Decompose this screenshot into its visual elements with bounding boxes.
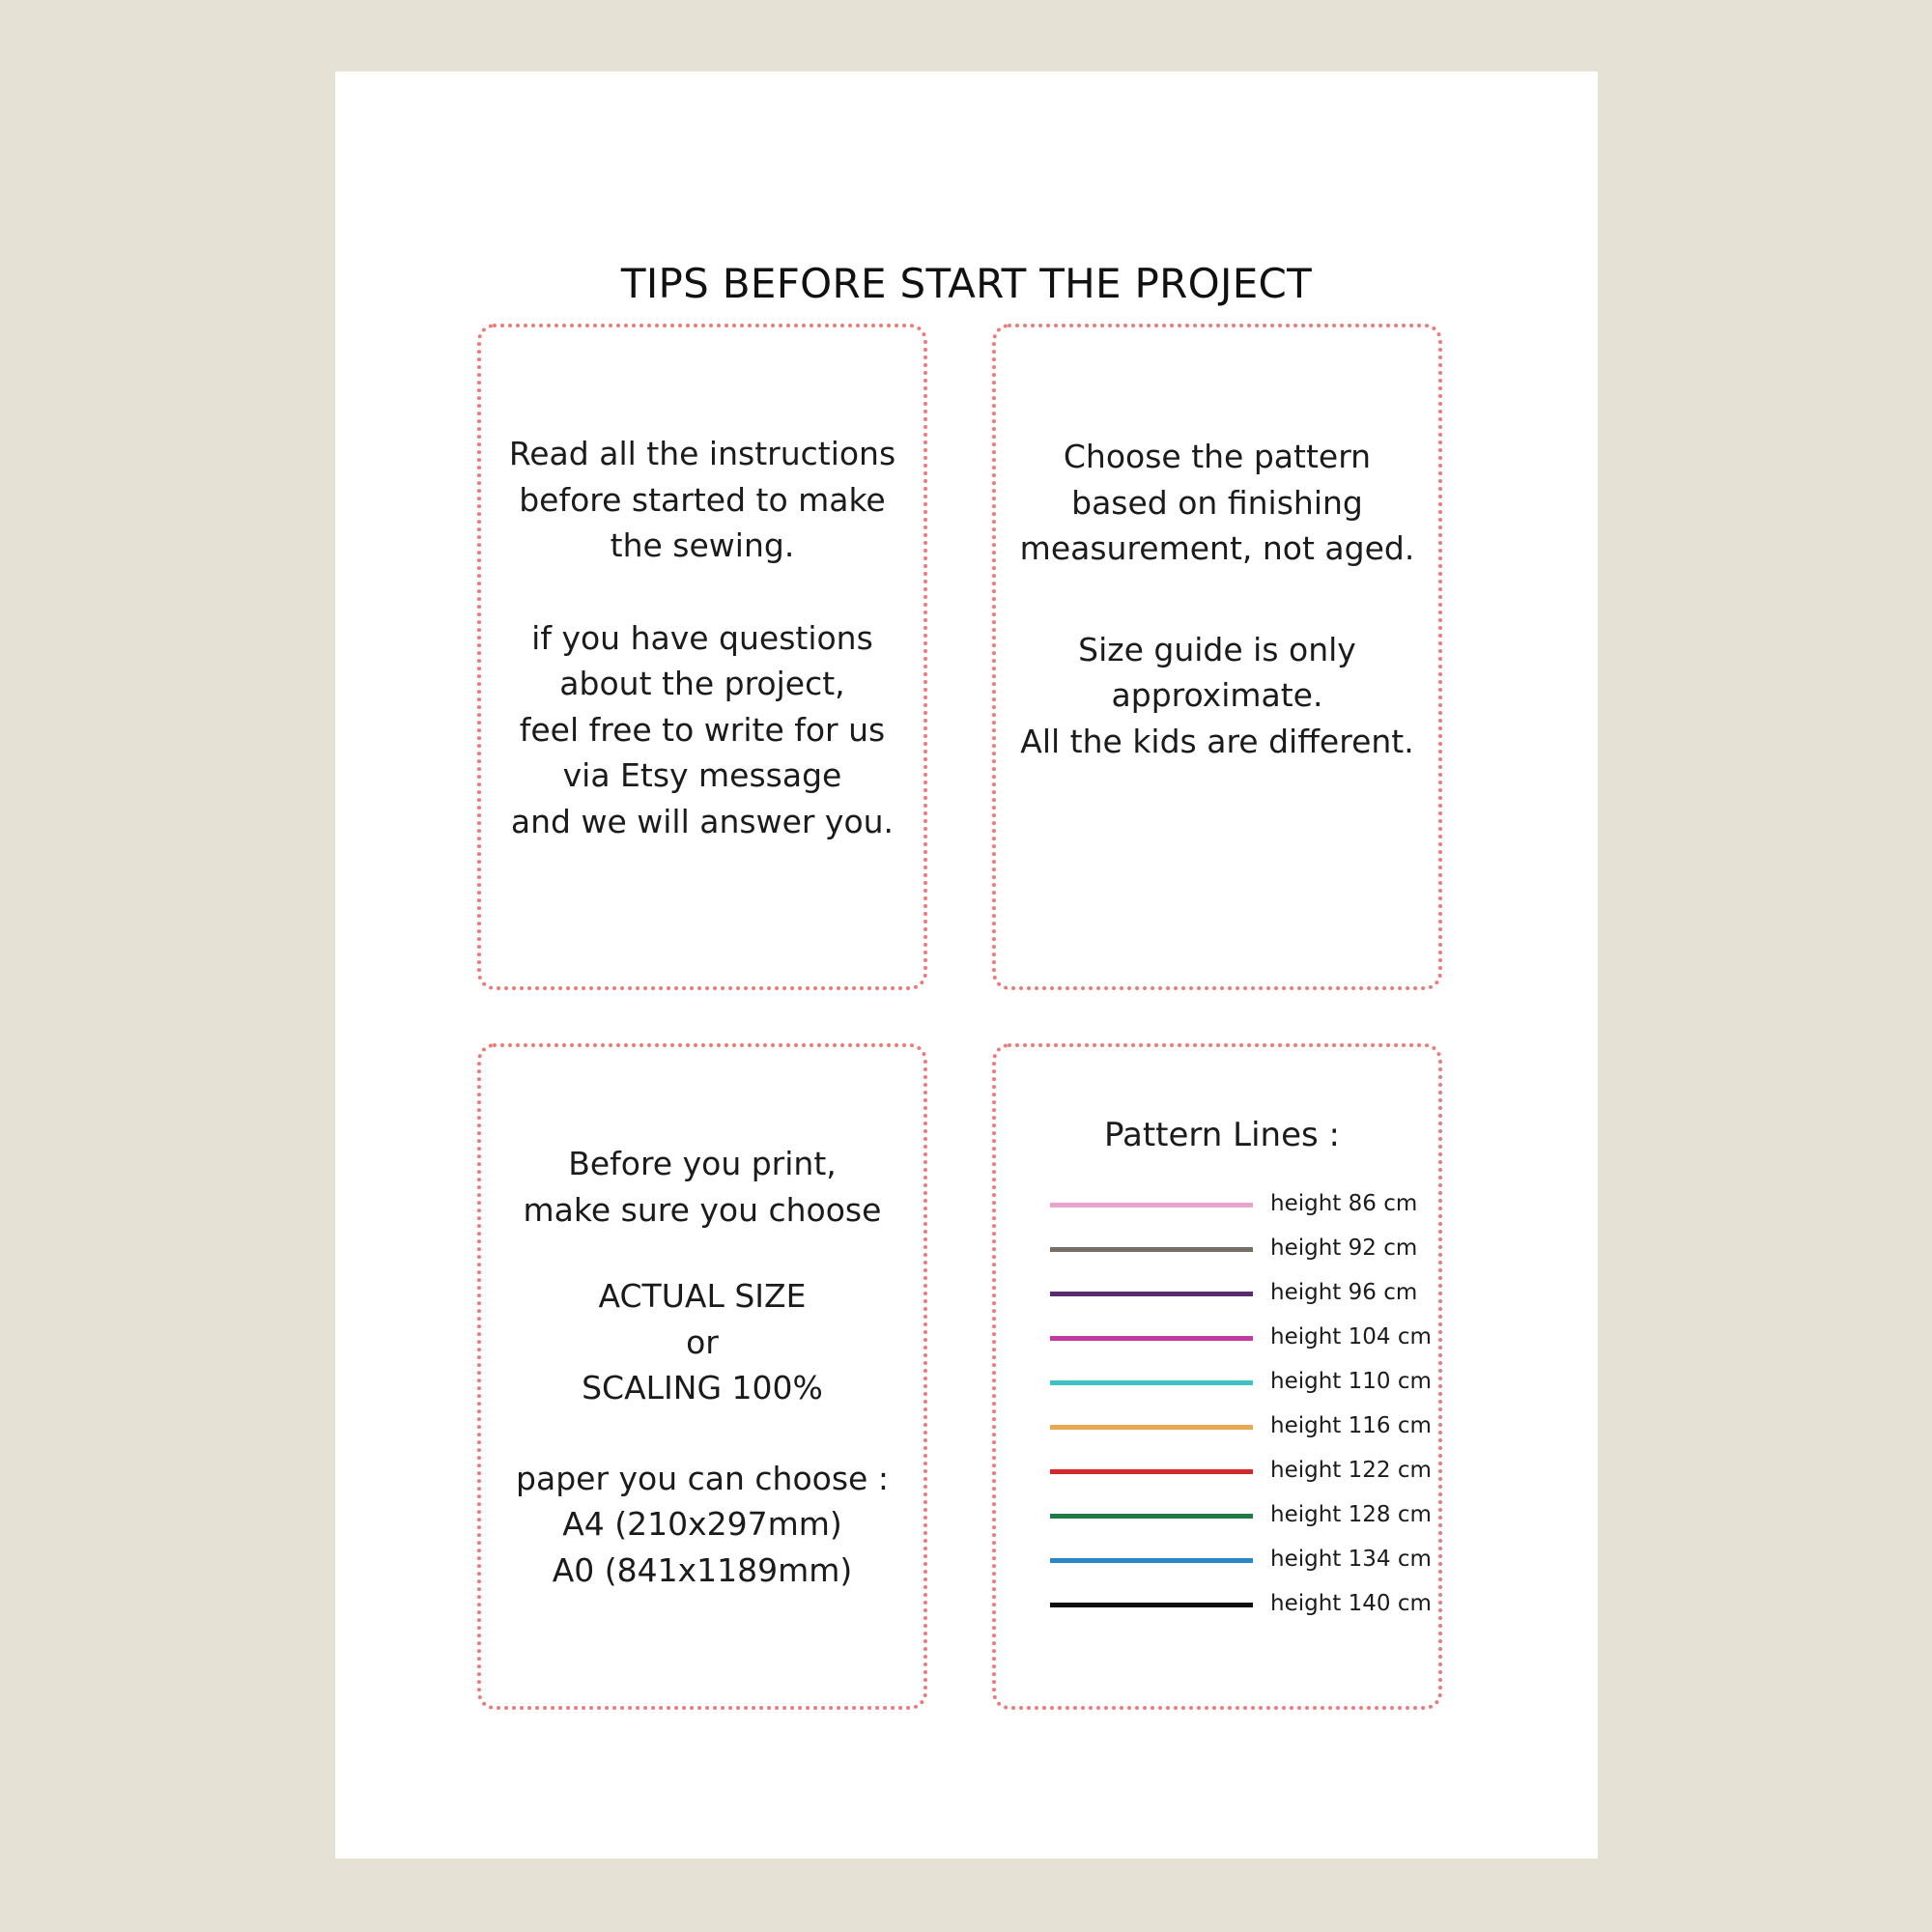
pattern-line-swatch xyxy=(1050,1558,1253,1563)
legend-title: Pattern Lines : xyxy=(1104,1116,1340,1154)
text-line: Choose the pattern xyxy=(1063,438,1372,475)
text-line: A0 (841x1189mm) xyxy=(552,1550,853,1589)
pattern-lines-card xyxy=(992,1043,1442,1710)
page-title: TIPS BEFORE START THE PROJECT xyxy=(620,260,1313,307)
printing-card xyxy=(477,1043,927,1710)
text-line: All the kids are different. xyxy=(1020,722,1414,760)
pattern-line-label: height 96 cm xyxy=(1270,1280,1418,1306)
legend-row xyxy=(1050,1227,1432,1271)
pattern-line-swatch xyxy=(1050,1247,1253,1252)
printing-text xyxy=(516,1141,889,1593)
text-line: the sewing. xyxy=(610,526,795,564)
legend-row xyxy=(1050,1538,1432,1582)
pattern-line-swatch xyxy=(1050,1425,1253,1430)
text-line: measurement, not aged. xyxy=(1019,529,1415,567)
pattern-line-label: height 116 cm xyxy=(1270,1413,1432,1439)
text-line: approximate. xyxy=(1111,676,1323,714)
legend-row xyxy=(1050,1316,1432,1360)
text-line: or xyxy=(686,1322,719,1361)
pattern-line-label: height 86 cm xyxy=(1270,1191,1418,1217)
text-line: A4 (210x297mm) xyxy=(562,1505,842,1543)
text-line: Before you print, xyxy=(568,1145,837,1182)
tips-sheet xyxy=(335,71,1598,1859)
instructions-text xyxy=(509,431,895,844)
pattern-line-label: height 122 cm xyxy=(1270,1458,1432,1484)
legend-row xyxy=(1050,1582,1432,1627)
pattern-line-swatch xyxy=(1050,1603,1253,1607)
pattern-line-swatch xyxy=(1050,1380,1253,1385)
pattern-line-swatch xyxy=(1050,1292,1253,1296)
text-line: and we will answer you. xyxy=(510,802,895,840)
text-line: Size guide is only xyxy=(1078,630,1356,668)
text-line: feel free to write for us xyxy=(519,710,886,749)
legend-row xyxy=(1050,1449,1432,1493)
text-line: based on finishing xyxy=(1071,483,1363,522)
pattern-choice-text xyxy=(1020,434,1415,764)
legend-row xyxy=(1050,1271,1432,1316)
text-line: ACTUAL SIZE xyxy=(598,1277,807,1315)
text-line: paper you can choose : xyxy=(516,1459,889,1497)
pattern-line-swatch xyxy=(1050,1203,1253,1208)
pattern-line-label: height 110 cm xyxy=(1270,1369,1432,1395)
instructions-card xyxy=(477,324,927,990)
pattern-line-swatch xyxy=(1050,1336,1253,1341)
pattern-choice-card xyxy=(992,324,1442,990)
pattern-line-swatch xyxy=(1050,1469,1253,1474)
pattern-line-label: height 92 cm xyxy=(1270,1236,1418,1262)
pattern-line-label: height 140 cm xyxy=(1270,1591,1432,1617)
legend-row xyxy=(1050,1493,1432,1538)
pattern-line-swatch xyxy=(1050,1514,1253,1519)
legend-row xyxy=(1050,1360,1432,1405)
pattern-line-label: height 104 cm xyxy=(1270,1324,1432,1350)
pattern-line-label: height 134 cm xyxy=(1270,1547,1432,1573)
text-line: SCALING 100% xyxy=(582,1369,823,1406)
text-line: Read all the instructions xyxy=(508,435,896,472)
text-line: if you have questions xyxy=(531,618,873,657)
pattern-line-label: height 128 cm xyxy=(1270,1502,1432,1528)
text-line: via Etsy message xyxy=(562,756,842,794)
text-line: before started to make xyxy=(519,480,886,519)
text-line: about the project, xyxy=(559,665,845,702)
text-line: make sure you choose xyxy=(523,1190,882,1229)
legend-row xyxy=(1050,1405,1432,1449)
legend-list xyxy=(1050,1182,1432,1627)
legend-row xyxy=(1050,1182,1432,1227)
